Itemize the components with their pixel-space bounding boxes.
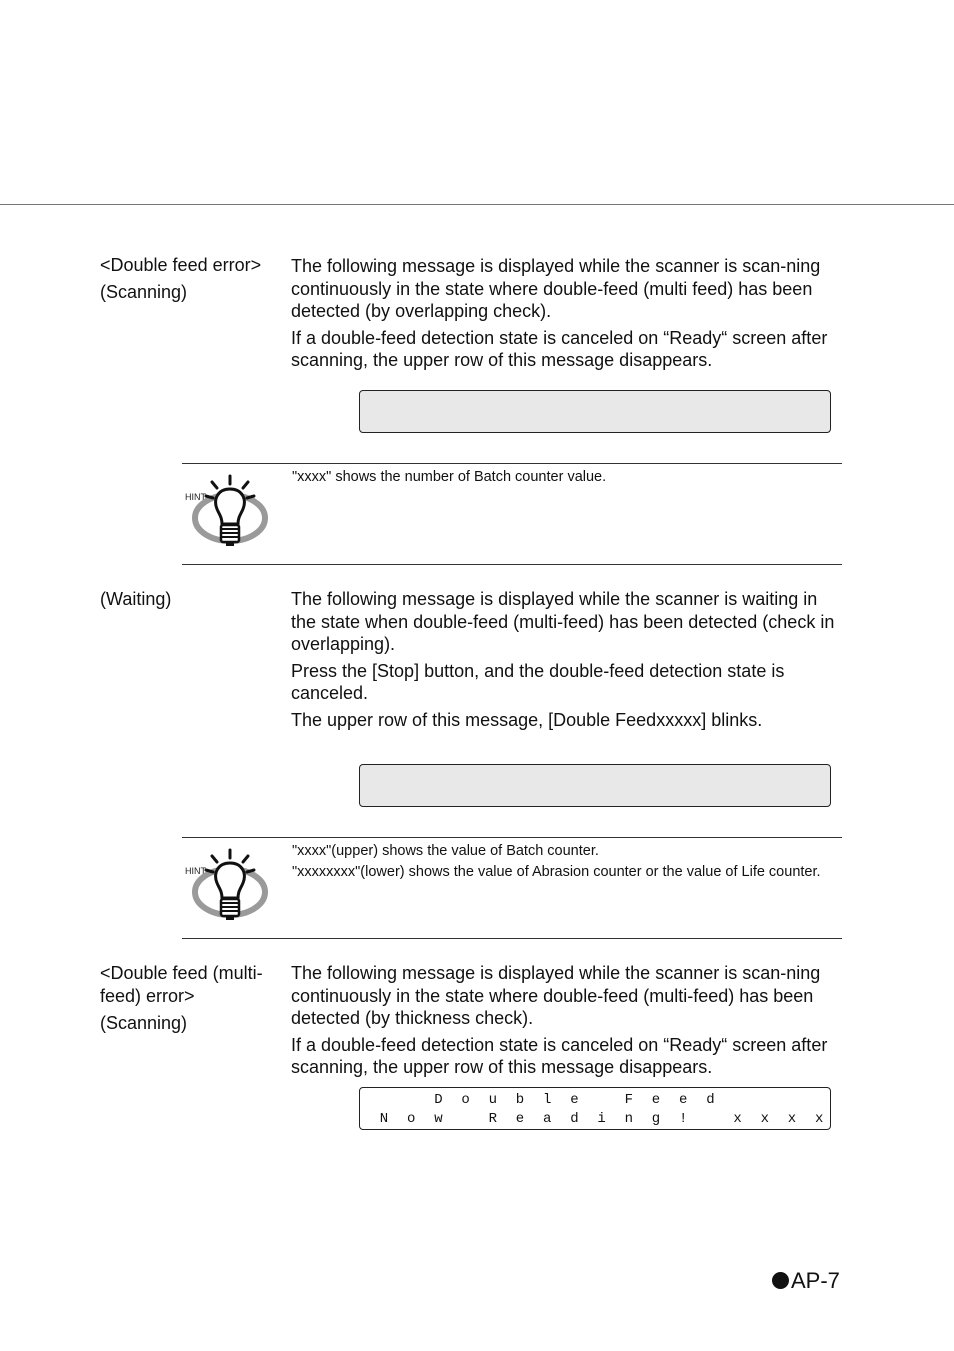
section3-paragraph: If a double-feed detection state is canceled on “Ready“ screen after scanning, the upper row of this message disappears. — [291, 1034, 828, 1077]
section3-label — [100, 962, 280, 1039]
lcd-character: R — [488, 1111, 497, 1127]
lcd-character: e — [678, 1092, 688, 1108]
lcd-character: N — [379, 1111, 389, 1127]
section1-label-line: <Double feed error> — [100, 255, 262, 275]
lcd-character: b — [515, 1092, 525, 1108]
section2-body — [291, 588, 836, 735]
bullet-icon — [772, 1272, 789, 1289]
hint2-line: "xxxx"(upper) shows the value of Batch counter. — [292, 843, 599, 859]
lcd-display-empty — [359, 390, 831, 433]
hint-label: HINT — [185, 492, 206, 502]
section2-label — [100, 588, 280, 615]
lcd-character — [459, 1111, 473, 1127]
lcd-character: i — [597, 1111, 606, 1127]
section1-paragraph: The following message is displayed while the scanner is scan-ning continuously in the state where double-feed (multi feed) has been detected (by overlapping check). — [291, 256, 821, 321]
section2-paragraph: The upper row of this message, [Double Feedxxxxx] blinks. — [291, 709, 763, 730]
lcd-character: o — [406, 1111, 416, 1127]
page-number-text: AP-7 — [791, 1268, 840, 1293]
hint1-text — [292, 468, 832, 489]
lightbulb-icon — [186, 846, 270, 926]
lcd-character: e — [515, 1111, 525, 1127]
section1-label — [100, 254, 280, 308]
lcd-character: o — [461, 1092, 470, 1108]
lcd-character: x — [733, 1111, 742, 1127]
lcd-character: x — [787, 1111, 797, 1127]
lcd-character: d — [570, 1111, 579, 1127]
lcd-character: ! — [678, 1111, 688, 1127]
section1-paragraph: If a double-feed detection state is canceled on “Ready“ screen after scanning, the upper row of this message disappears. — [291, 327, 828, 370]
lcd-character: e — [651, 1092, 661, 1108]
lcd-character: a — [542, 1111, 552, 1127]
hint-bottom-rule — [182, 938, 842, 939]
section3-label-line: (Scanning) — [100, 1013, 188, 1033]
header-rule — [0, 204, 954, 205]
lcd-character: D — [434, 1092, 443, 1108]
lightbulb-icon — [186, 472, 270, 552]
lcd-display-empty — [359, 764, 831, 807]
section1-body — [291, 255, 836, 376]
lcd-character: F — [624, 1092, 633, 1108]
hint2-line: "xxxxxxxx"(lower) shows the value of Abrasion counter or the value of Life counter. — [292, 864, 821, 880]
lcd-character: e — [570, 1092, 579, 1108]
lcd-character: u — [488, 1092, 497, 1108]
section2-label-line: (Waiting) — [100, 589, 172, 609]
section3-body — [291, 962, 836, 1083]
hint1-line: "xxxx" shows the number of Batch counter value. — [292, 469, 607, 485]
hint-bottom-rule — [182, 564, 842, 565]
section2-paragraph: The following message is displayed while the scanner is waiting in the state when double-feed (multi-feed) has been detected (check in overlapping). — [291, 589, 835, 654]
lcd-character: x — [814, 1111, 824, 1127]
hint2-text — [292, 842, 832, 884]
lcd-character: g — [651, 1111, 661, 1127]
section2-paragraph: Press the [Stop] button, and the double-feed detection state is canceled. — [291, 660, 785, 703]
hint-top-rule — [182, 837, 842, 838]
lcd-character: l — [542, 1092, 552, 1108]
hint-label: HINT — [185, 866, 206, 876]
section3-paragraph: The following message is displayed while the scanner is scan-ning continuously in the state where double-feed (multi-feed) has been detected (by thickness check). — [291, 963, 821, 1028]
hint-top-rule — [182, 463, 842, 464]
page-number — [772, 1268, 840, 1294]
lcd-character — [703, 1111, 717, 1127]
lcd-character: x — [760, 1111, 769, 1127]
lcd-character: w — [434, 1111, 443, 1127]
lcd-display — [359, 1087, 831, 1130]
lcd-character — [595, 1092, 609, 1108]
lcd-character: d — [706, 1092, 715, 1108]
section1-label-line: (Scanning) — [100, 282, 188, 302]
section3-label-line: <Double feed (multi-feed) error> — [100, 963, 263, 1006]
lcd-character: n — [624, 1111, 633, 1127]
